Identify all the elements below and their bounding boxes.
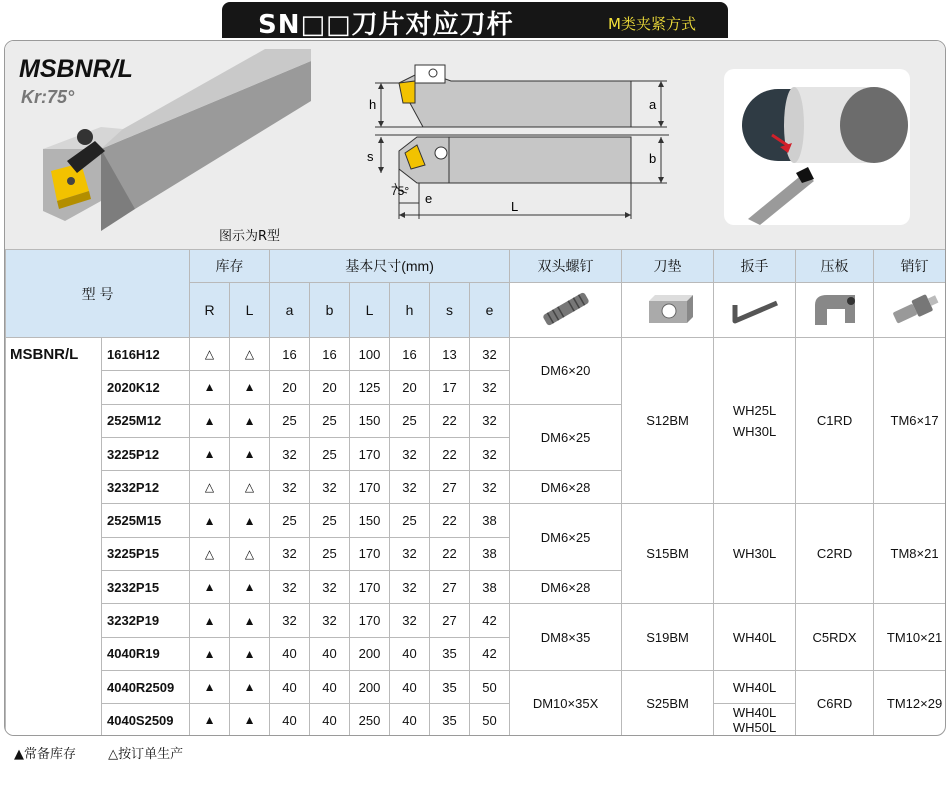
row-e: 42 [470, 637, 510, 670]
row-code: 4040S2509 [102, 704, 190, 736]
wrench-icon [714, 283, 796, 338]
header-dim-b: b [310, 283, 350, 338]
row-a: 25 [270, 404, 310, 437]
tool-holder-photo [5, 41, 311, 249]
wrench-cell: WH40L [714, 604, 796, 671]
row-len: 170 [350, 437, 390, 470]
clamp-cell: C6RD [796, 670, 874, 736]
row-e: 38 [470, 537, 510, 570]
page-subtitle: M类夹紧方式 [608, 15, 696, 33]
screw-cell: DM6×25 [510, 404, 622, 471]
wrench-cell: WH30L [714, 504, 796, 604]
dim-label-h: h [369, 97, 377, 112]
row-a: 32 [270, 471, 310, 504]
row-a: 32 [270, 537, 310, 570]
screw-cell: DM6×25 [510, 504, 622, 571]
row-b: 40 [310, 637, 350, 670]
row-h: 40 [390, 670, 430, 703]
wrench-value: WH25L [732, 402, 777, 418]
screw-cell: DM6×28 [510, 471, 622, 504]
legend-order: △按订单生产 [108, 747, 184, 762]
row-stock-l: △ [230, 471, 270, 504]
row-h: 16 [390, 338, 430, 371]
row-h: 25 [390, 504, 430, 537]
row-a: 20 [270, 371, 310, 404]
row-h: 32 [390, 571, 430, 604]
pin-cell: TM6×17 [874, 338, 946, 504]
row-len: 200 [350, 670, 390, 703]
row-stock-r: ▲ [190, 504, 230, 537]
header-dim-h: h [390, 283, 430, 338]
header-stock-r: R [190, 283, 230, 338]
wrench-cell: WH40L [714, 670, 796, 703]
row-stock-r: ▲ [190, 604, 230, 637]
row-stock-l: ▲ [230, 371, 270, 404]
header-dim-len: L [350, 283, 390, 338]
wrench-value: WH30L [732, 423, 777, 439]
row-h: 32 [390, 604, 430, 637]
row-code: 4040R2509 [102, 670, 190, 703]
row-b: 32 [310, 604, 350, 637]
pin-icon [874, 283, 946, 338]
dim-label-L: L [511, 199, 519, 214]
row-s: 27 [430, 471, 470, 504]
row-s: 27 [430, 604, 470, 637]
header-dim-s: s [430, 283, 470, 338]
row-len: 170 [350, 471, 390, 504]
row-a: 25 [270, 504, 310, 537]
header-stock: 库存 [190, 250, 270, 283]
clamp-cell: C2RD [796, 504, 874, 604]
title-banner [222, 2, 728, 38]
technical-drawing [311, 41, 721, 249]
clamp-cell: C5RDX [796, 604, 874, 671]
row-code: 3225P12 [102, 437, 190, 470]
row-e: 38 [470, 504, 510, 537]
screw-cell: DM6×28 [510, 571, 622, 604]
row-b: 32 [310, 571, 350, 604]
row-stock-l: ▲ [230, 670, 270, 703]
row-s: 22 [430, 437, 470, 470]
row-len: 200 [350, 637, 390, 670]
header-screw: 双头螺钉 [510, 250, 622, 283]
spec-table [5, 249, 946, 736]
row-len: 100 [350, 338, 390, 371]
row-code: 3232P19 [102, 604, 190, 637]
row-b: 25 [310, 437, 350, 470]
row-b: 40 [310, 670, 350, 703]
row-code: 1616H12 [102, 338, 190, 371]
pin-cell: TM12×29 [874, 670, 946, 736]
row-len: 170 [350, 571, 390, 604]
row-stock-r: ▲ [190, 571, 230, 604]
row-code: 3232P15 [102, 571, 190, 604]
row-stock-l: ▲ [230, 571, 270, 604]
row-stock-r: ▲ [190, 404, 230, 437]
catalog-frame [4, 40, 946, 736]
dimension-drawing [311, 41, 721, 249]
row-code: 2525M12 [102, 404, 190, 437]
row-h: 20 [390, 371, 430, 404]
row-stock-l: △ [230, 338, 270, 371]
row-a: 40 [270, 704, 310, 736]
row-b: 20 [310, 371, 350, 404]
row-e: 50 [470, 670, 510, 703]
row-e: 50 [470, 704, 510, 736]
machining-photo [724, 69, 910, 225]
row-len: 125 [350, 371, 390, 404]
row-a: 32 [270, 437, 310, 470]
header-dim-a: a [270, 283, 310, 338]
row-b: 25 [310, 504, 350, 537]
row-s: 17 [430, 371, 470, 404]
row-stock-r: △ [190, 471, 230, 504]
workpiece-image [724, 69, 910, 225]
shim-cell: S19BM [622, 604, 714, 671]
header-dim-e: e [470, 283, 510, 338]
row-a: 40 [270, 637, 310, 670]
row-s: 22 [430, 404, 470, 437]
header-clamp: 压板 [796, 250, 874, 283]
row-h: 40 [390, 704, 430, 736]
model-name-cell: MSBNR/L [6, 338, 102, 737]
page-title: SN□□刀片对应刀杆 [258, 10, 514, 40]
row-code: 2525M15 [102, 504, 190, 537]
clamp-cell: C1RD [796, 338, 874, 504]
screw-cell: DM6×20 [510, 338, 622, 405]
shim-cell: S12BM [622, 338, 714, 504]
row-len: 170 [350, 604, 390, 637]
photo-caption: 图示为R型 [219, 229, 281, 244]
header-model: 型 号 [6, 250, 190, 338]
row-e: 32 [470, 437, 510, 470]
row-stock-r: ▲ [190, 670, 230, 703]
row-h: 32 [390, 437, 430, 470]
wrench-value: WH50L [732, 720, 777, 736]
row-stock-l: △ [230, 537, 270, 570]
row-b: 32 [310, 471, 350, 504]
dim-label-e: e [425, 191, 433, 206]
header-pin: 销钉 [874, 250, 946, 283]
row-s: 22 [430, 537, 470, 570]
row-s: 27 [430, 571, 470, 604]
row-stock-r: ▲ [190, 704, 230, 736]
row-a: 32 [270, 604, 310, 637]
row-stock-l: ▲ [230, 404, 270, 437]
screw-cell: DM8×35 [510, 604, 622, 671]
row-len: 170 [350, 537, 390, 570]
row-stock-r: ▲ [190, 371, 230, 404]
shim-cell: S15BM [622, 504, 714, 604]
header-stock-l: L [230, 283, 270, 338]
row-s: 22 [430, 504, 470, 537]
row-stock-l: ▲ [230, 504, 270, 537]
row-b: 16 [310, 338, 350, 371]
top-illustrations [5, 41, 945, 249]
shim-icon [622, 283, 714, 338]
row-stock-l: ▲ [230, 704, 270, 736]
row-s: 35 [430, 704, 470, 736]
row-e: 32 [470, 338, 510, 371]
dim-label-b: b [649, 151, 657, 166]
pin-cell: TM10×21 [874, 604, 946, 671]
row-e: 32 [470, 471, 510, 504]
row-stock-r: ▲ [190, 637, 230, 670]
row-e: 42 [470, 604, 510, 637]
row-b: 40 [310, 704, 350, 736]
row-code: 4040R19 [102, 637, 190, 670]
row-len: 150 [350, 504, 390, 537]
dim-label-angle: 75° [391, 184, 410, 198]
row-stock-r: △ [190, 537, 230, 570]
legend-footnote [14, 743, 211, 762]
row-len: 150 [350, 404, 390, 437]
screw-cell: DM10×35X [510, 670, 622, 736]
dim-label-a: a [649, 97, 657, 112]
legend-stock: ▲常备库存 [14, 747, 76, 762]
row-b: 25 [310, 404, 350, 437]
row-h: 32 [390, 537, 430, 570]
row-code: 3225P15 [102, 537, 190, 570]
row-s: 13 [430, 338, 470, 371]
row-e: 38 [470, 571, 510, 604]
header-dims: 基本尺寸(mm) [270, 250, 510, 283]
row-h: 40 [390, 637, 430, 670]
row-a: 32 [270, 571, 310, 604]
row-stock-l: ▲ [230, 637, 270, 670]
pin-cell: TM8×21 [874, 504, 946, 604]
row-h: 25 [390, 404, 430, 437]
row-h: 32 [390, 471, 430, 504]
row-code: 2020K12 [102, 371, 190, 404]
row-stock-l: ▲ [230, 604, 270, 637]
row-code: 3232P12 [102, 471, 190, 504]
row-stock-r: ▲ [190, 437, 230, 470]
product-kr-angle: Kr:75° [21, 87, 75, 107]
row-e: 32 [470, 404, 510, 437]
row-stock-l: ▲ [230, 437, 270, 470]
row-a: 16 [270, 338, 310, 371]
wrench-value: WH40L [732, 705, 777, 721]
header-shim: 刀垫 [622, 250, 714, 283]
clamp-icon [796, 283, 874, 338]
wrench-cell [714, 338, 796, 504]
machining-photo-panel [721, 41, 945, 249]
row-b: 25 [310, 537, 350, 570]
row-s: 35 [430, 670, 470, 703]
header-wrench: 扳手 [714, 250, 796, 283]
row-len: 250 [350, 704, 390, 736]
row-a: 40 [270, 670, 310, 703]
product-model: MSBNR/L [19, 55, 133, 83]
row-s: 35 [430, 637, 470, 670]
shim-cell: S25BM [622, 670, 714, 736]
row-stock-r: △ [190, 338, 230, 371]
row-e: 32 [470, 371, 510, 404]
dim-label-s: s [367, 149, 374, 164]
screw-icon [510, 283, 622, 338]
wrench-cell [714, 704, 796, 736]
